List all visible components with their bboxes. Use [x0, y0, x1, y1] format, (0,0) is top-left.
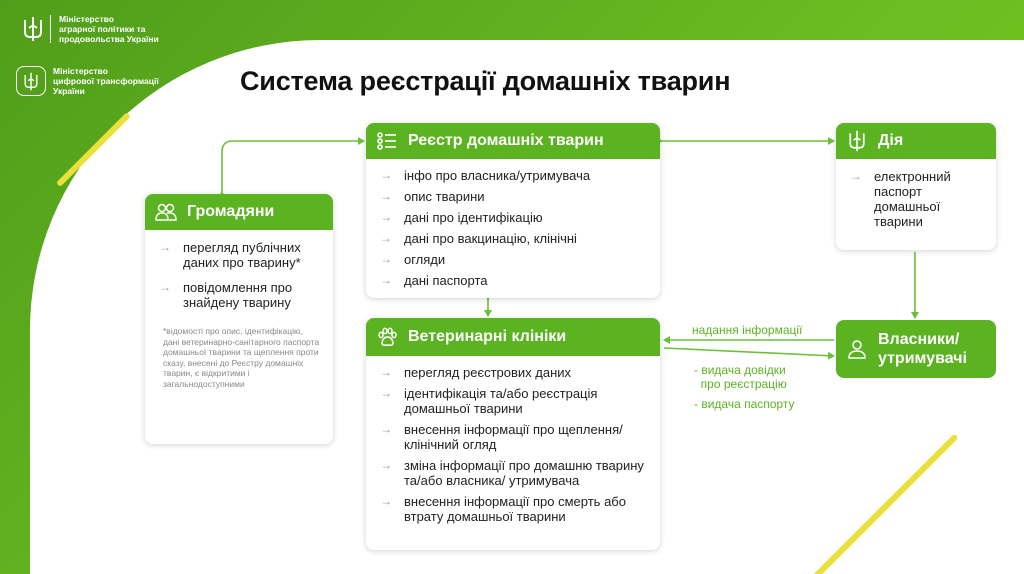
diia-header: [836, 123, 996, 159]
tryzub-icon: [846, 130, 868, 152]
owners-box: [836, 320, 996, 378]
list-item: → електронний паспорт домашньої тварини: [848, 169, 984, 229]
list-icon: [376, 130, 398, 152]
list-item: → опис тварини: [378, 189, 648, 204]
list-item: → повідомлення про знайдену тварину: [157, 280, 321, 310]
diia-card: [836, 123, 996, 250]
list-item: → перегляд публічних даних про тварину*: [157, 240, 321, 270]
label-info-provide: надання інформації: [692, 323, 803, 337]
ministry-digital-name: Міністерство цифрової трансформації України: [53, 66, 159, 96]
owners-title: Власники/ утримувачі: [878, 331, 967, 367]
paw-icon: [376, 326, 398, 348]
arrow-clinics-owners: [664, 348, 834, 356]
ministry-agrarian-name: Міністерство аграрної політики та продовольства України: [59, 14, 159, 44]
page-title: Система реєстрації домашніх тварин: [240, 66, 731, 96]
citizens-title: Громадяни: [187, 203, 275, 220]
list-item: → внесення інформації про щеплення/клінічний огляд: [378, 422, 648, 452]
list-item: → дані про ідентифікацію: [378, 210, 648, 225]
list-item: → дані паспорта: [378, 273, 648, 288]
list-item: → ідентифікація та/або реєстрація домашньої тварини: [378, 386, 648, 416]
clinics-header: [366, 318, 660, 356]
list-item: → внесення інформації про смерть або втрату домашньої тварини: [378, 494, 648, 524]
registry-title: Реєстр домашніх тварин: [408, 132, 604, 149]
list-item: → зміна інформації про домашню тварину та/або власника/ утримувача: [378, 458, 648, 488]
list-item: → інфо про власника/утримувача: [378, 168, 648, 183]
diia-list: [836, 159, 996, 241]
registry-card: [366, 123, 660, 298]
clinics-card: [366, 318, 660, 550]
list-item: → дані про вакцинацію, клінічні: [378, 231, 648, 246]
registry-list: [366, 159, 660, 298]
label-passport-issue: - видача паспорту: [694, 397, 795, 411]
citizens-list: [145, 230, 333, 322]
citizens-card: [145, 194, 333, 444]
list-item: → огляди: [378, 252, 648, 267]
list-item: → перегляд реєстрових даних: [378, 365, 648, 380]
diia-title: Дія: [878, 132, 904, 149]
clinics-list: [366, 356, 660, 536]
arrow-citizens-registry: [222, 141, 364, 192]
citizens-footnote: *відомості про опис, ідентифікацію, дані ветеринарно-санітарного паспорта домашньої тварини та щеплення проти сказу, внесені до Реєстру домашніх тварин, є відкритими і загальнодоступними: [163, 326, 320, 389]
citizens-header: [145, 194, 333, 230]
people-icon: [155, 201, 177, 223]
person-icon: [846, 338, 868, 360]
label-cert-issue: - видача довідки про реєстрацію: [694, 363, 787, 391]
registry-header: [366, 123, 660, 159]
clinics-title: Ветеринарні клініки: [408, 328, 567, 345]
